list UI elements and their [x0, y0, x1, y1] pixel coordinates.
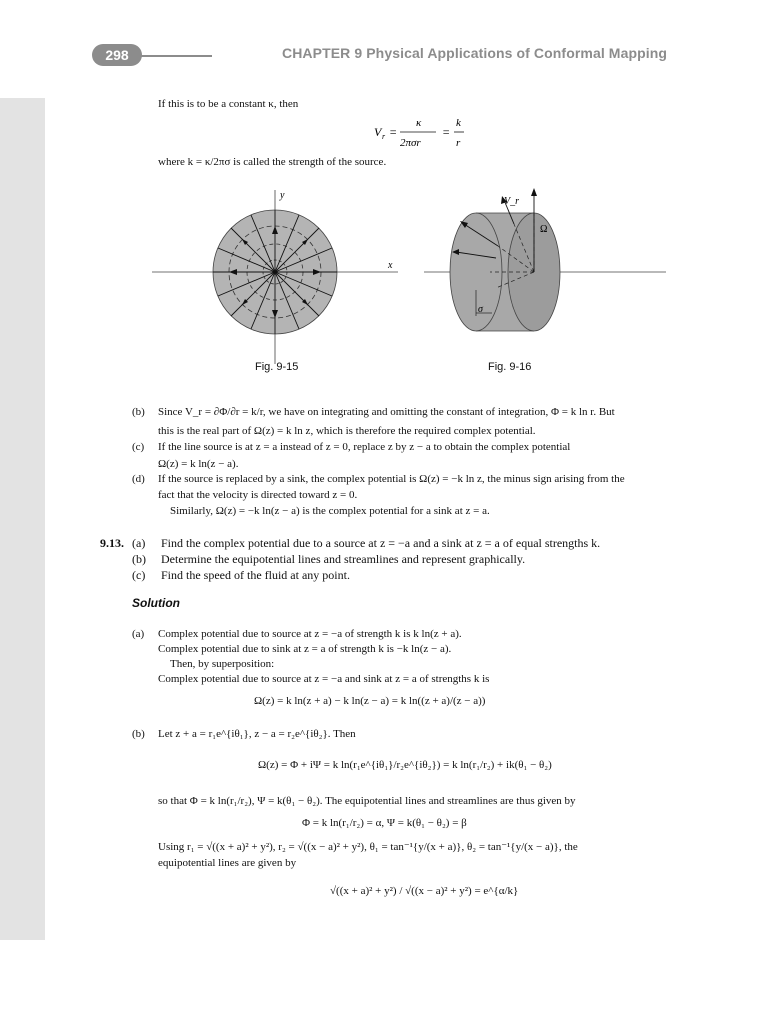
intro-line-2: where k = κ/2πσ is called the strength of the source.	[158, 156, 387, 168]
page-number: 298	[92, 44, 142, 66]
fig-9-15-caption: Fig. 9-15	[255, 361, 299, 373]
fig-9-16-caption: Fig. 9-16	[488, 361, 532, 373]
solution-a-line-1: Complex potential due to source at z = −a of strength k is k ln(z + a).	[158, 628, 462, 640]
prev-part-b-line-2: this is the real part of Ω(z) = k ln z, which is therefore the required complex potential.	[158, 425, 536, 437]
svg-text:=: =	[389, 125, 398, 139]
fig15-axis-x: x	[388, 260, 393, 271]
prev-part-d-label: (d)	[132, 473, 145, 485]
problem-item-b: Determine the equipotential lines and streamlines and represent graphically.	[161, 552, 526, 566]
equation-vr-render	[372, 114, 472, 152]
prev-part-d-line-3: Similarly, Ω(z) = −k ln(z − a) is the complex potential for a sink at z = a.	[170, 505, 490, 517]
problem-item-c-label: (c)	[132, 568, 146, 582]
fig15-axis-y: y	[280, 190, 285, 201]
svg-text:2πσr: 2πσr	[400, 137, 421, 149]
intro-line-1: If this is to be a constant κ, then	[158, 98, 299, 110]
header-rule	[140, 55, 212, 57]
equation-omega-a: Ω(z) = k ln(z + a) − k ln(z − a) = k ln((z + a)/(z − a))	[254, 695, 486, 707]
figure-9-16	[420, 186, 670, 366]
chapter-title: CHAPTER 9 Physical Applications of Conformal Mapping	[282, 45, 668, 61]
solution-a-line-2: Complex potential due to sink at z = a of strength k is −k ln(z − a).	[158, 643, 452, 655]
equation-vr-text	[472, 114, 473, 115]
equation-vr	[372, 114, 462, 150]
prev-part-b-line-1: Since V_r = ∂Φ/∂r = k/r, we have on integrating and omitting the constant of integration, Φ = k ln r. But	[158, 406, 615, 418]
problem-item-a-label: (a)	[132, 536, 146, 550]
page-margin-band	[0, 98, 45, 940]
prev-part-c-line-1: If the line source is at z = a instead of z = 0, replace z by z − a to obtain the complex potential	[158, 441, 571, 453]
svg-text:k: k	[456, 117, 461, 129]
solution-using-1: Using r₁ = √((x + a)² + y²), r₂ = √((x − a)² + y²), θ₁ = tan⁻¹{y/(x + a)}, θ₂ = tan⁻¹{y/(x − a)}, the	[158, 841, 578, 853]
equation-final: √((x + a)² + y²) / √((x − a)² + y²) = e^{α/k}	[330, 885, 519, 897]
solution-heading: Solution	[132, 596, 180, 610]
svg-text:V: V	[374, 125, 382, 139]
equation-omega-b: Ω(z) = Φ + iΨ = k ln(r₁e^{iθ₁}/r₂e^{iθ₂}) = k ln(r₁/r₂) + ik(θ₁ − θ₂)	[258, 759, 552, 771]
prev-part-b-label: (b)	[132, 406, 145, 418]
solution-b-line: Let z + a = r₁e^{iθ₁}, z − a = r₂e^{iθ₂}. Then	[158, 728, 356, 740]
svg-text:=: =	[442, 125, 451, 139]
prev-part-d-line-1: If the source is replaced by a sink, the complex potential is Ω(z) = −k ln z, the minus sign arising from the	[158, 473, 625, 485]
svg-text:κ: κ	[416, 117, 422, 129]
fig16-label-omega: Ω	[540, 224, 548, 235]
svg-text:r: r	[382, 132, 386, 141]
prev-part-c-label: (c)	[132, 441, 145, 453]
solution-a-label: (a)	[132, 628, 145, 640]
figure-9-15	[150, 186, 400, 366]
svg-text:r: r	[456, 137, 461, 149]
equation-lines: Φ = k ln(r₁/r₂) = α, Ψ = k(θ₁ − θ₂) = β	[302, 817, 467, 829]
solution-b-label: (b)	[132, 728, 145, 740]
problem-item-b-label: (b)	[132, 552, 146, 566]
prev-part-d-line-2: fact that the velocity is directed toward z = 0.	[158, 489, 358, 501]
problem-item-c: Find the speed of the fluid at any point.	[161, 568, 350, 582]
problem-number: 9.13.	[100, 536, 124, 550]
problem-item-a: Find the complex potential due to a source at z = −a and a sink at z = a of equal strengths k.	[161, 536, 601, 550]
fig16-label-vr: V_r	[504, 196, 519, 207]
fig16-label-sigma: σ	[478, 304, 483, 315]
solution-using-2: equipotential lines are given by	[158, 857, 297, 869]
solution-so-that: so that Φ = k ln(r₁/r₂), Ψ = k(θ₁ − θ₂). The equipotential lines and streamlines are thus given by	[158, 795, 576, 807]
solution-a-line-4: Complex potential due to source at z = −a and sink at z = a of strengths k is	[158, 673, 490, 685]
solution-a-line-3: Then, by superposition:	[170, 658, 275, 670]
prev-part-c-line-2: Ω(z) = k ln(z − a).	[158, 458, 239, 470]
